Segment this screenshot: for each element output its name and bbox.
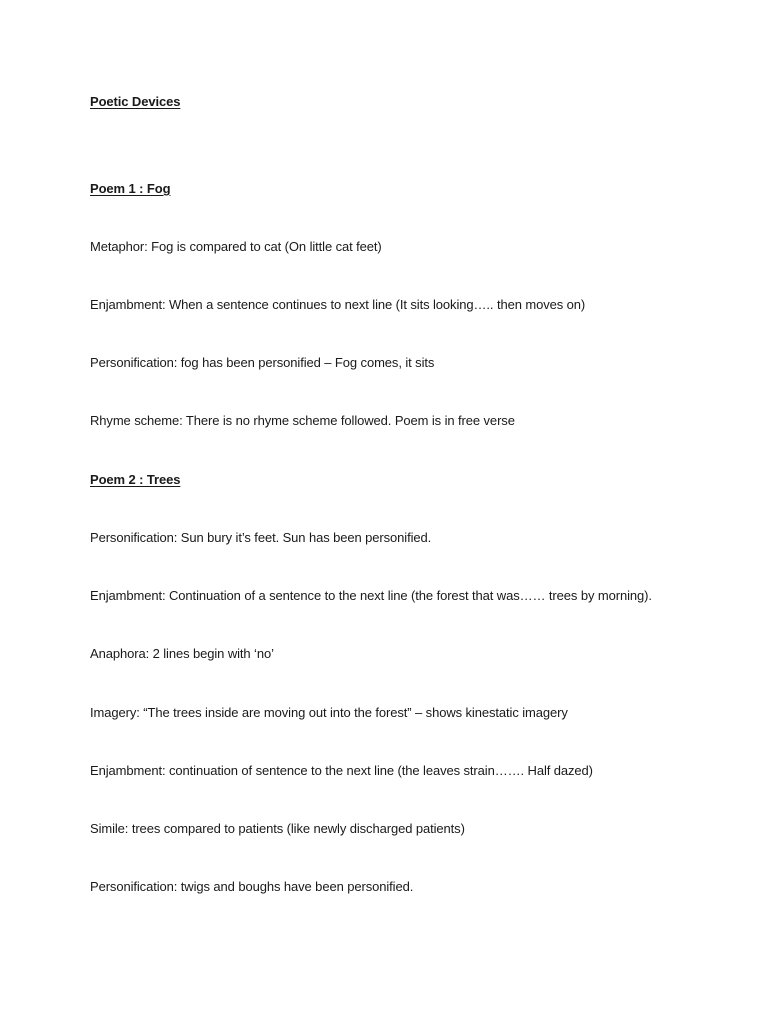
list-item: Enjambment: Continuation of a sentence to the next line (the forest that was…… trees by morning). [90,588,652,603]
list-item: Enjambment: continuation of sentence to the next line (the leaves strain……. Half dazed) [90,763,593,778]
list-item: Imagery: “The trees inside are moving out into the forest” – shows kinestatic imagery [90,705,568,720]
list-item: Personification: Sun bury it’s feet. Sun has been personified. [90,530,432,545]
list-item: Rhyme scheme: There is no rhyme scheme followed. Poem is in free verse [90,413,515,428]
list-item: Simile: trees compared to patients (like newly discharged patients) [90,821,465,836]
list-item: Anaphora: 2 lines begin with ‘no’ [90,646,274,661]
section-heading-poem-2: Poem 2 : Trees [90,472,181,487]
list-item: Metaphor: Fog is compared to cat (On little cat feet) [90,239,382,254]
list-item: Personification: twigs and boughs have been personified. [90,879,414,894]
document-title: Poetic Devices [90,94,181,109]
list-item: Personification: fog has been personified – Fog comes, it sits [90,355,435,370]
list-item: Enjambment: When a sentence continues to next line (It sits looking….. then moves on) [90,297,586,312]
section-heading-poem-1: Poem 1 : Fog [90,181,171,196]
